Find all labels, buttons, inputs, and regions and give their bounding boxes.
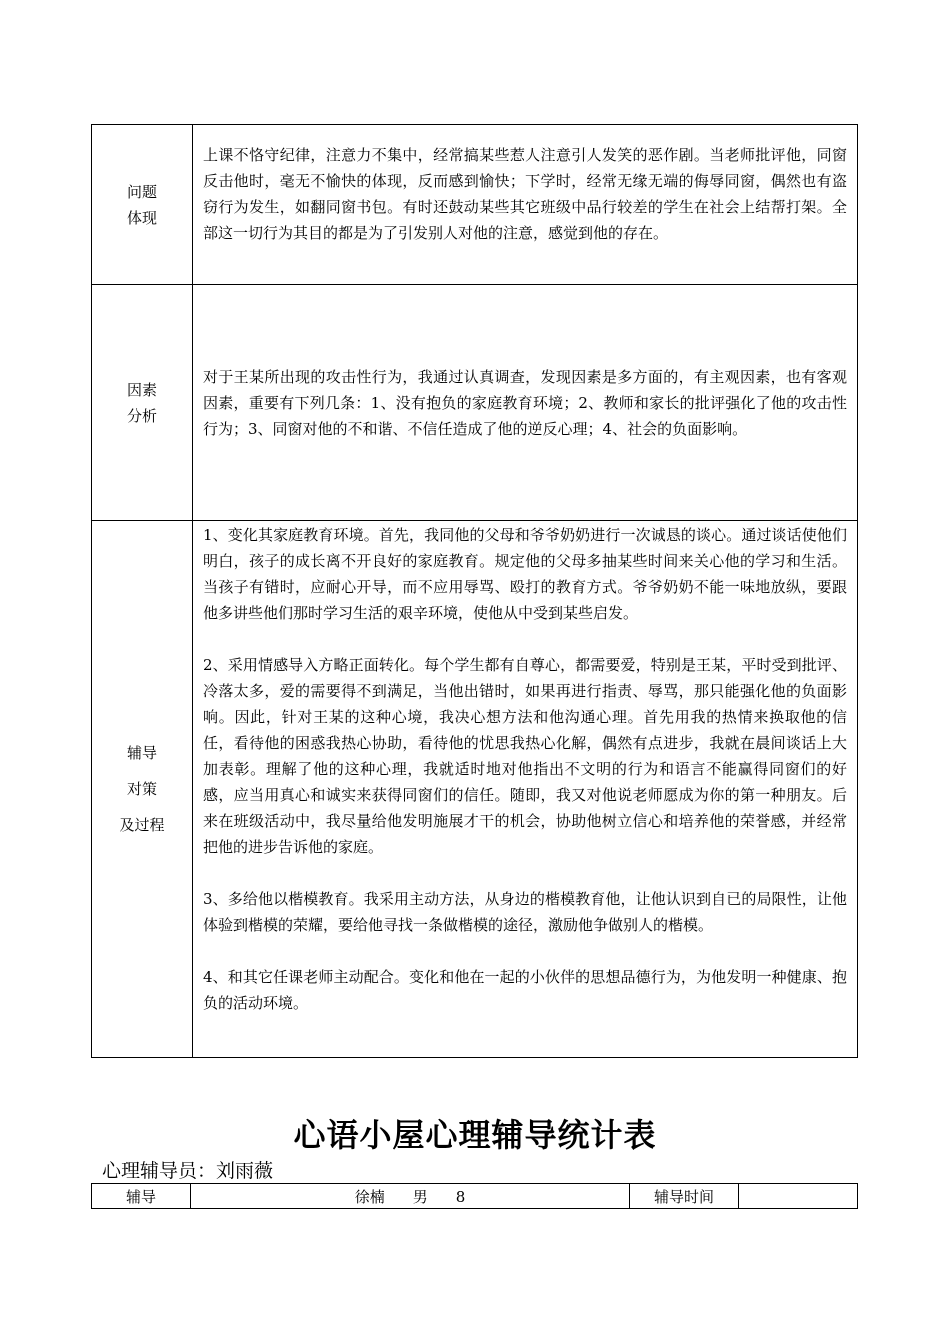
- row-label-line: 对策: [126, 780, 157, 798]
- table-row: [92, 125, 858, 285]
- student-name: 徐楠: [354, 1187, 385, 1206]
- time-value[interactable]: [739, 1184, 858, 1209]
- row-content-problem: [193, 125, 858, 285]
- row-label-cause: [92, 285, 193, 521]
- table-row: [92, 521, 858, 1058]
- row-label-problem: [92, 125, 193, 285]
- counseling-record-table: [91, 124, 858, 1058]
- paragraph: 上课不恪守纪律，注意力不集中，经常搞某些惹人注意引人发笑的恶作剧。当老师批评他，同窗反击他时，毫无不愉快的体现，反而感到愉快；下学时，经常无缘无端的侮辱同窗，偶然也有盗窃行为发生，如翻同窗书包。有时还鼓动某些其它班级中品行较差的学生在社会上结帮打架。全部这一切行为其目的都是为了引发别人对他的注意，感觉到他的存在。: [203, 146, 847, 242]
- stat-col-header: 辅导: [92, 1184, 191, 1209]
- student-gender: 男: [412, 1187, 428, 1206]
- statistics-table: [91, 1183, 858, 1209]
- page-title: 心语小屋心理辅导统计表: [293, 1116, 657, 1154]
- paragraph: 3、多给他以楷模教育。我采用主动方法，从身边的楷模教育他，让他认识到自已的局限性，让他体验到楷模的荣耀，要给他寻找一条做楷模的途径，激励他争做别人的楷模。: [203, 890, 847, 934]
- row-label-line: 因素: [126, 380, 157, 399]
- paragraph: 2、采用情感导入方略正面转化。每个学生都有自尊心，都需要爱，特别是王某，平时受到批评、冷落太多，爱的需要得不到满足，当他出错时，如果再进行指责、辱骂，那只能强化他的负面影响。因此，针对王某的这种心境，我决心想方法和他沟通心理。首先用我的热情来换取他的信任，看待他的困惑我热心协助，看待他的忧思我热心化解，偶然有点进步，我就在晨间谈话上大加表彰。理解了他的这种心理，我就适时地对他指出不文明的行为和语言不能赢得同窗们的好感，应当用真心和诚实来获得同窗们的信任。随即，我又对他说老师愿成为你的第一种朋友。后来在班级活动中，我尽量给他发明施展才干的机会，协助他树立信心和培养他的荣誉感，并经常把他的进步告诉他的家庭。: [203, 656, 847, 856]
- table-row: [92, 1184, 858, 1209]
- row-content-strategy: [193, 521, 858, 1058]
- row-label-line: 分析: [126, 406, 157, 425]
- row-content-cause: [193, 285, 858, 521]
- paragraph: 对于王某所出现的攻击性行为，我通过认真调查，发现因素是多方面的，有主观因素，也有客观因素，重要有下列几条：1、没有抱负的家庭教育环境；2、教师和家长的批评强化了他的攻击性行为；3、同窗对他的不和谐、不信任造成了他的逆反心理；4、社会的负面影响。: [203, 367, 847, 438]
- student-info-cell: [191, 1184, 630, 1209]
- row-label-strategy: [92, 521, 193, 1058]
- table-row: [92, 285, 858, 521]
- paragraph: 1、变化其家庭教育环境。首先，我同他的父母和爷爷奶奶进行一次诚恳的谈心。通过谈话使他们明白，孩子的成长离不开良好的家庭教育。规定他的父母多抽某些时间来关心他的学习和生活。当孩子有错时，应耐心开导，而不应用辱骂、殴打的教育方式。爷爷奶奶不能一味地放纵，要跟他多讲些他们那时学习生活的艰辛环境，使他从中受到某些启发。: [203, 526, 847, 622]
- row-label-line: 体现: [126, 208, 157, 227]
- time-label: 辅导时间: [630, 1184, 739, 1209]
- row-label-line: 问题: [126, 182, 157, 201]
- student-age: 8: [455, 1187, 466, 1206]
- row-label-line: 辅导: [126, 744, 157, 762]
- paragraph: 4、和其它任课老师主动配合。变化和他在一起的小伙伴的思想品德行为，为他发明一种健康、抱负的活动环境。: [203, 968, 847, 1012]
- row-label-line: 及过程: [119, 816, 165, 834]
- counselor-name: 心理辅导员：刘雨薇: [102, 1160, 274, 1182]
